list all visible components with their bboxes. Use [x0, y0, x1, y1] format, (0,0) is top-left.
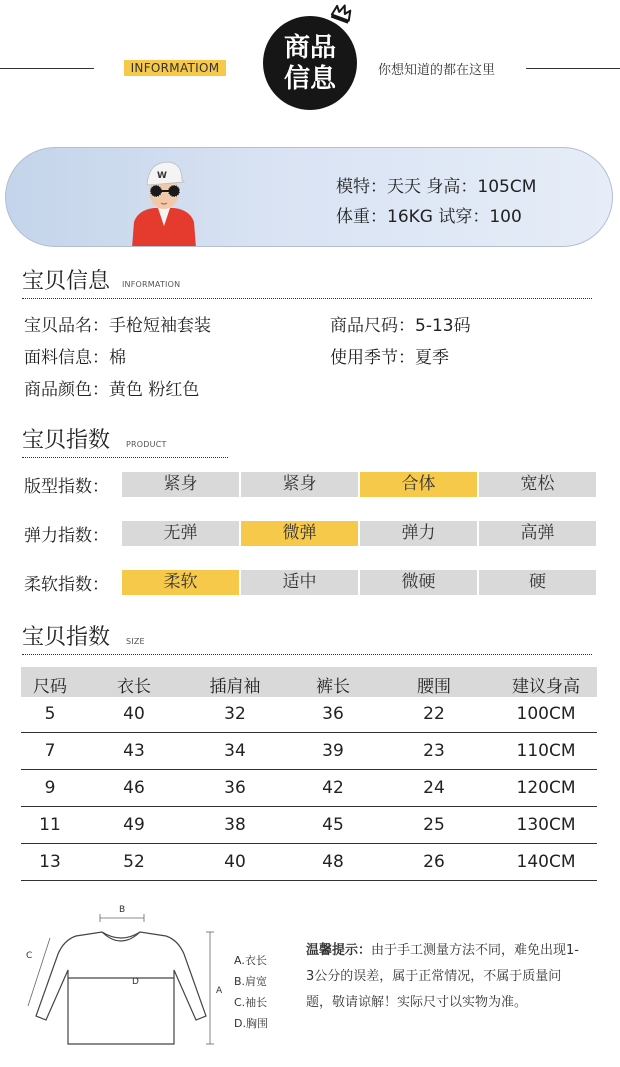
diagram-label-c: C: [26, 951, 33, 961]
size-table-cell: 42: [322, 778, 344, 798]
size-table-header-cell: 腰围: [417, 677, 451, 697]
index-label-elasticity: 弹力指数：: [24, 526, 109, 546]
size-table-header-cell: 插肩袖: [209, 677, 261, 697]
child-model-illustration: [124, 148, 204, 247]
size-table-cell: 13: [39, 852, 61, 872]
size-table-title: 宝贝指数: [22, 625, 111, 650]
index-cell-selected: 合体: [360, 472, 477, 497]
product-index-title: 宝贝指数: [22, 428, 111, 453]
size-table-cell: 48: [322, 852, 344, 872]
size-table-cell: 5: [44, 704, 56, 724]
header-line-left: [0, 68, 94, 69]
index-label-softness: 柔软指数：: [24, 575, 109, 595]
size-table-header-cell: 尺码: [33, 677, 67, 697]
tips-lead: 温馨提示：: [306, 943, 372, 958]
crown-icon: [330, 2, 354, 24]
badge-line-2: 信息: [283, 64, 336, 94]
diagram-label-b: B: [119, 905, 126, 915]
index-cell: 紧身: [241, 472, 358, 497]
size-table-cell: 38: [224, 815, 246, 835]
size-table-cell: 46: [123, 778, 145, 798]
index-label-fit: 版型指数：: [24, 477, 109, 497]
table-row-divider: [21, 806, 597, 807]
size-table-cell: 49: [123, 815, 145, 835]
size-table-cell: 34: [224, 741, 246, 761]
legend-shoulder: B.肩宽: [234, 975, 268, 988]
legend-sleeve: C.袖长: [234, 996, 268, 1009]
size-table-cell: 7: [44, 741, 56, 761]
size-table-cell: 9: [44, 778, 56, 798]
size-table-cell: 40: [123, 704, 145, 724]
product-index-subtitle: PRODUCT: [126, 440, 167, 449]
table-row-divider: [21, 732, 597, 733]
index-cell: 弹力: [360, 521, 477, 546]
size-table-cell: 110CM: [516, 741, 576, 761]
index-cell: 适中: [241, 570, 358, 595]
size-table-cell: 32: [224, 704, 246, 724]
size-table-cell: 22: [423, 704, 445, 724]
size-table-cell: 40: [224, 852, 246, 872]
divider-dotted: [22, 298, 592, 299]
size-table-header-cell: 建议身高: [512, 677, 580, 697]
size-table-header-cell: 衣长: [117, 677, 151, 697]
badge-line-1: 商品: [283, 33, 336, 63]
index-cell-selected: 柔软: [122, 570, 239, 595]
field-season: 使用季节：夏季: [330, 348, 449, 368]
size-table-cell: 100CM: [516, 704, 576, 724]
size-table-header-cell: 裤长: [316, 677, 350, 697]
size-table-cell: 23: [423, 741, 445, 761]
garment-measurement-diagram: [24, 898, 230, 1054]
table-row-divider: [21, 880, 597, 881]
size-table-cell: 25: [423, 815, 445, 835]
table-row-divider: [21, 843, 597, 844]
divider-dotted: [22, 654, 592, 655]
information-tag: INFORMATIOM: [124, 60, 226, 76]
svg-text:W: W: [157, 171, 167, 181]
size-table-cell: 45: [322, 815, 344, 835]
size-table-cell: 36: [224, 778, 246, 798]
diagram-label-d: D: [132, 977, 139, 987]
size-table-cell: 11: [39, 815, 61, 835]
table-row-divider: [21, 769, 597, 770]
size-table-cell: 52: [123, 852, 145, 872]
index-cell: 宽松: [479, 472, 596, 497]
warm-tips: [306, 938, 584, 1016]
size-table-cell: 140CM: [516, 852, 576, 872]
field-product-name: 宝贝品名：手枪短袖套装: [24, 316, 211, 336]
index-cell: 硬: [479, 570, 596, 595]
header-note: 你想知道的都在这里: [378, 63, 496, 78]
diagram-label-a: A: [216, 986, 223, 996]
index-cell-selected: 微弹: [241, 521, 358, 546]
header-line-right: [526, 68, 620, 69]
product-info-subtitle: INFORMATION: [122, 280, 181, 289]
field-product-size: 商品尺码：5-13码: [330, 316, 471, 336]
size-table-cell: 26: [423, 852, 445, 872]
tips-text: 由于手工测量方法不同，难免出现1-3公分的误差，属于正常情况，不属于质量问题，敬请谅解！实际尺寸以实物为准。: [306, 943, 579, 1010]
field-fabric: 面料信息：棉: [24, 348, 126, 368]
model-info-banner: [5, 147, 613, 247]
legend-chest: D.胸围: [234, 1017, 268, 1030]
size-table-subtitle: SIZE: [126, 637, 145, 646]
index-cell: 高弹: [479, 521, 596, 546]
product-info-title: 宝贝信息: [22, 269, 111, 294]
index-cell: 无弹: [122, 521, 239, 546]
size-table-cell: 130CM: [516, 815, 576, 835]
size-table-cell: 120CM: [516, 778, 576, 798]
index-cell: 紧身: [122, 472, 239, 497]
product-info-badge: [263, 16, 357, 110]
legend-length: A.衣长: [234, 954, 267, 967]
size-table-cell: 36: [322, 704, 344, 724]
size-table-cell: 39: [322, 741, 344, 761]
field-colors: 商品颜色：黄色 粉红色: [24, 380, 200, 400]
size-table-cell: 24: [423, 778, 445, 798]
divider-dotted: [22, 457, 228, 458]
model-line-2: 体重：16KG 试穿：100: [336, 207, 522, 227]
model-line-1: 模特：天天 身高：105CM: [336, 177, 537, 197]
index-cell: 微硬: [360, 570, 477, 595]
size-table-cell: 43: [123, 741, 145, 761]
